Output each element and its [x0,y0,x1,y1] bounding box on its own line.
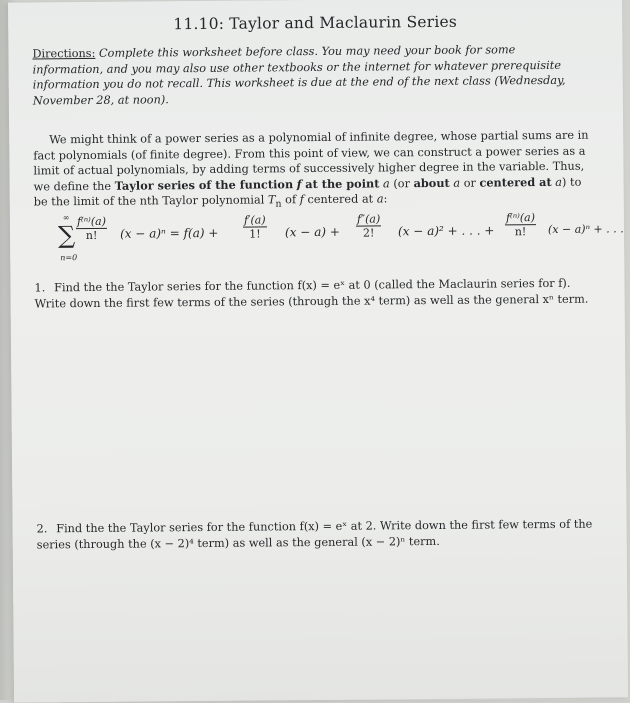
question-2-text: Find the the Taylor series for the function f(x) = eˣ at 2. Write down the first few terms of the series (through the (x − 2)⁴ term) as well as the general (x − 2)ⁿ term. [36,517,593,552]
fraction-numerator: f⁽ⁿ⁾(a) [505,211,536,225]
intro-tn-sub: n [275,198,282,210]
fraction-numerator: f″(a) [356,212,381,226]
intro-text-4: ) to be the limit of the nth Taylor polynomial [33,175,582,209]
intro-f: f [296,176,302,191]
fraction-denominator: n! [514,225,527,239]
fraction-general-term [76,215,107,242]
intro-colon: : [383,192,388,206]
question-1-number: 1. [34,281,46,295]
formula-term-4: (x − a)ⁿ + . . . [547,222,624,236]
intro-a: a [382,177,390,191]
fraction-numerator: f′(a) [243,213,266,227]
directions-paragraph [32,42,589,109]
intro-a-2: a [453,176,461,190]
directions-label: Directions: [32,46,96,61]
intro-text-2: (or [393,176,411,191]
intro-bold-taylor: Taylor series of the function [114,176,294,193]
formula-term-3: (x − a)² + . . . + [397,223,495,239]
question-1 [34,276,590,312]
question-1-text: Find the the Taylor series for the function f(x) = eˣ at 0 (called the Maclaurin series for f). Write down the first few terms of the series (through the x⁴ term) as well as the general xⁿ term. [34,276,589,311]
intro-bold-point: at the point [305,176,380,191]
fraction-denominator: n! [85,228,98,243]
fraction-first-derivative [243,213,267,240]
fraction-denominator: 2! [362,226,375,240]
intro-text-5: of [285,193,297,207]
page-title: 11.10: Taylor and Maclaurin Series [173,12,458,34]
fraction-second-derivative [356,212,382,239]
intro-a-3: a [555,175,563,189]
fraction-nth-derivative [505,211,536,238]
question-2 [37,517,593,553]
worksheet-page [8,0,628,703]
sum-lower-limit: n=0 [60,253,78,263]
fraction-numerator: f⁽ⁿ⁾(a) [76,214,107,229]
sum-upper-limit: ∞ [62,213,70,223]
fraction-denominator: 1! [249,227,261,241]
intro-bold-about: about [413,175,450,190]
intro-text: We might think of a power series as a polynomial of infinite degree, whose partial sums are in fact polynomials (of finite degree). From this point of view, we can construct a power series as a limit of actual polynomials, by adding terms of successively higher degree in the variable. Thus, we define the [33,128,589,194]
intro-text-6: centered at [307,192,374,207]
intro-a-4: a [376,192,384,206]
formula-term-1: (x − a)ⁿ = f(a) + [119,225,219,241]
question-2-number: 2. [36,522,48,536]
intro-bold-centered: centered at [479,174,552,190]
intro-text-3: or [463,176,476,190]
directions-text: Complete this worksheet before class. You may need your book for some information, and you may also use other textbooks or the internet for whatever prerequisite information you do not recall. This worksheet is due at the end of the next class (Wednesday, November 28, at noon). [32,43,566,108]
summation-symbol: ∑ [57,221,76,250]
taylor-series-formula [57,211,624,266]
formula-term-2: (x − a) + [284,224,340,240]
intro-f-2: f [299,193,304,207]
intro-tn: T [267,193,276,207]
intro-paragraph [33,128,590,215]
